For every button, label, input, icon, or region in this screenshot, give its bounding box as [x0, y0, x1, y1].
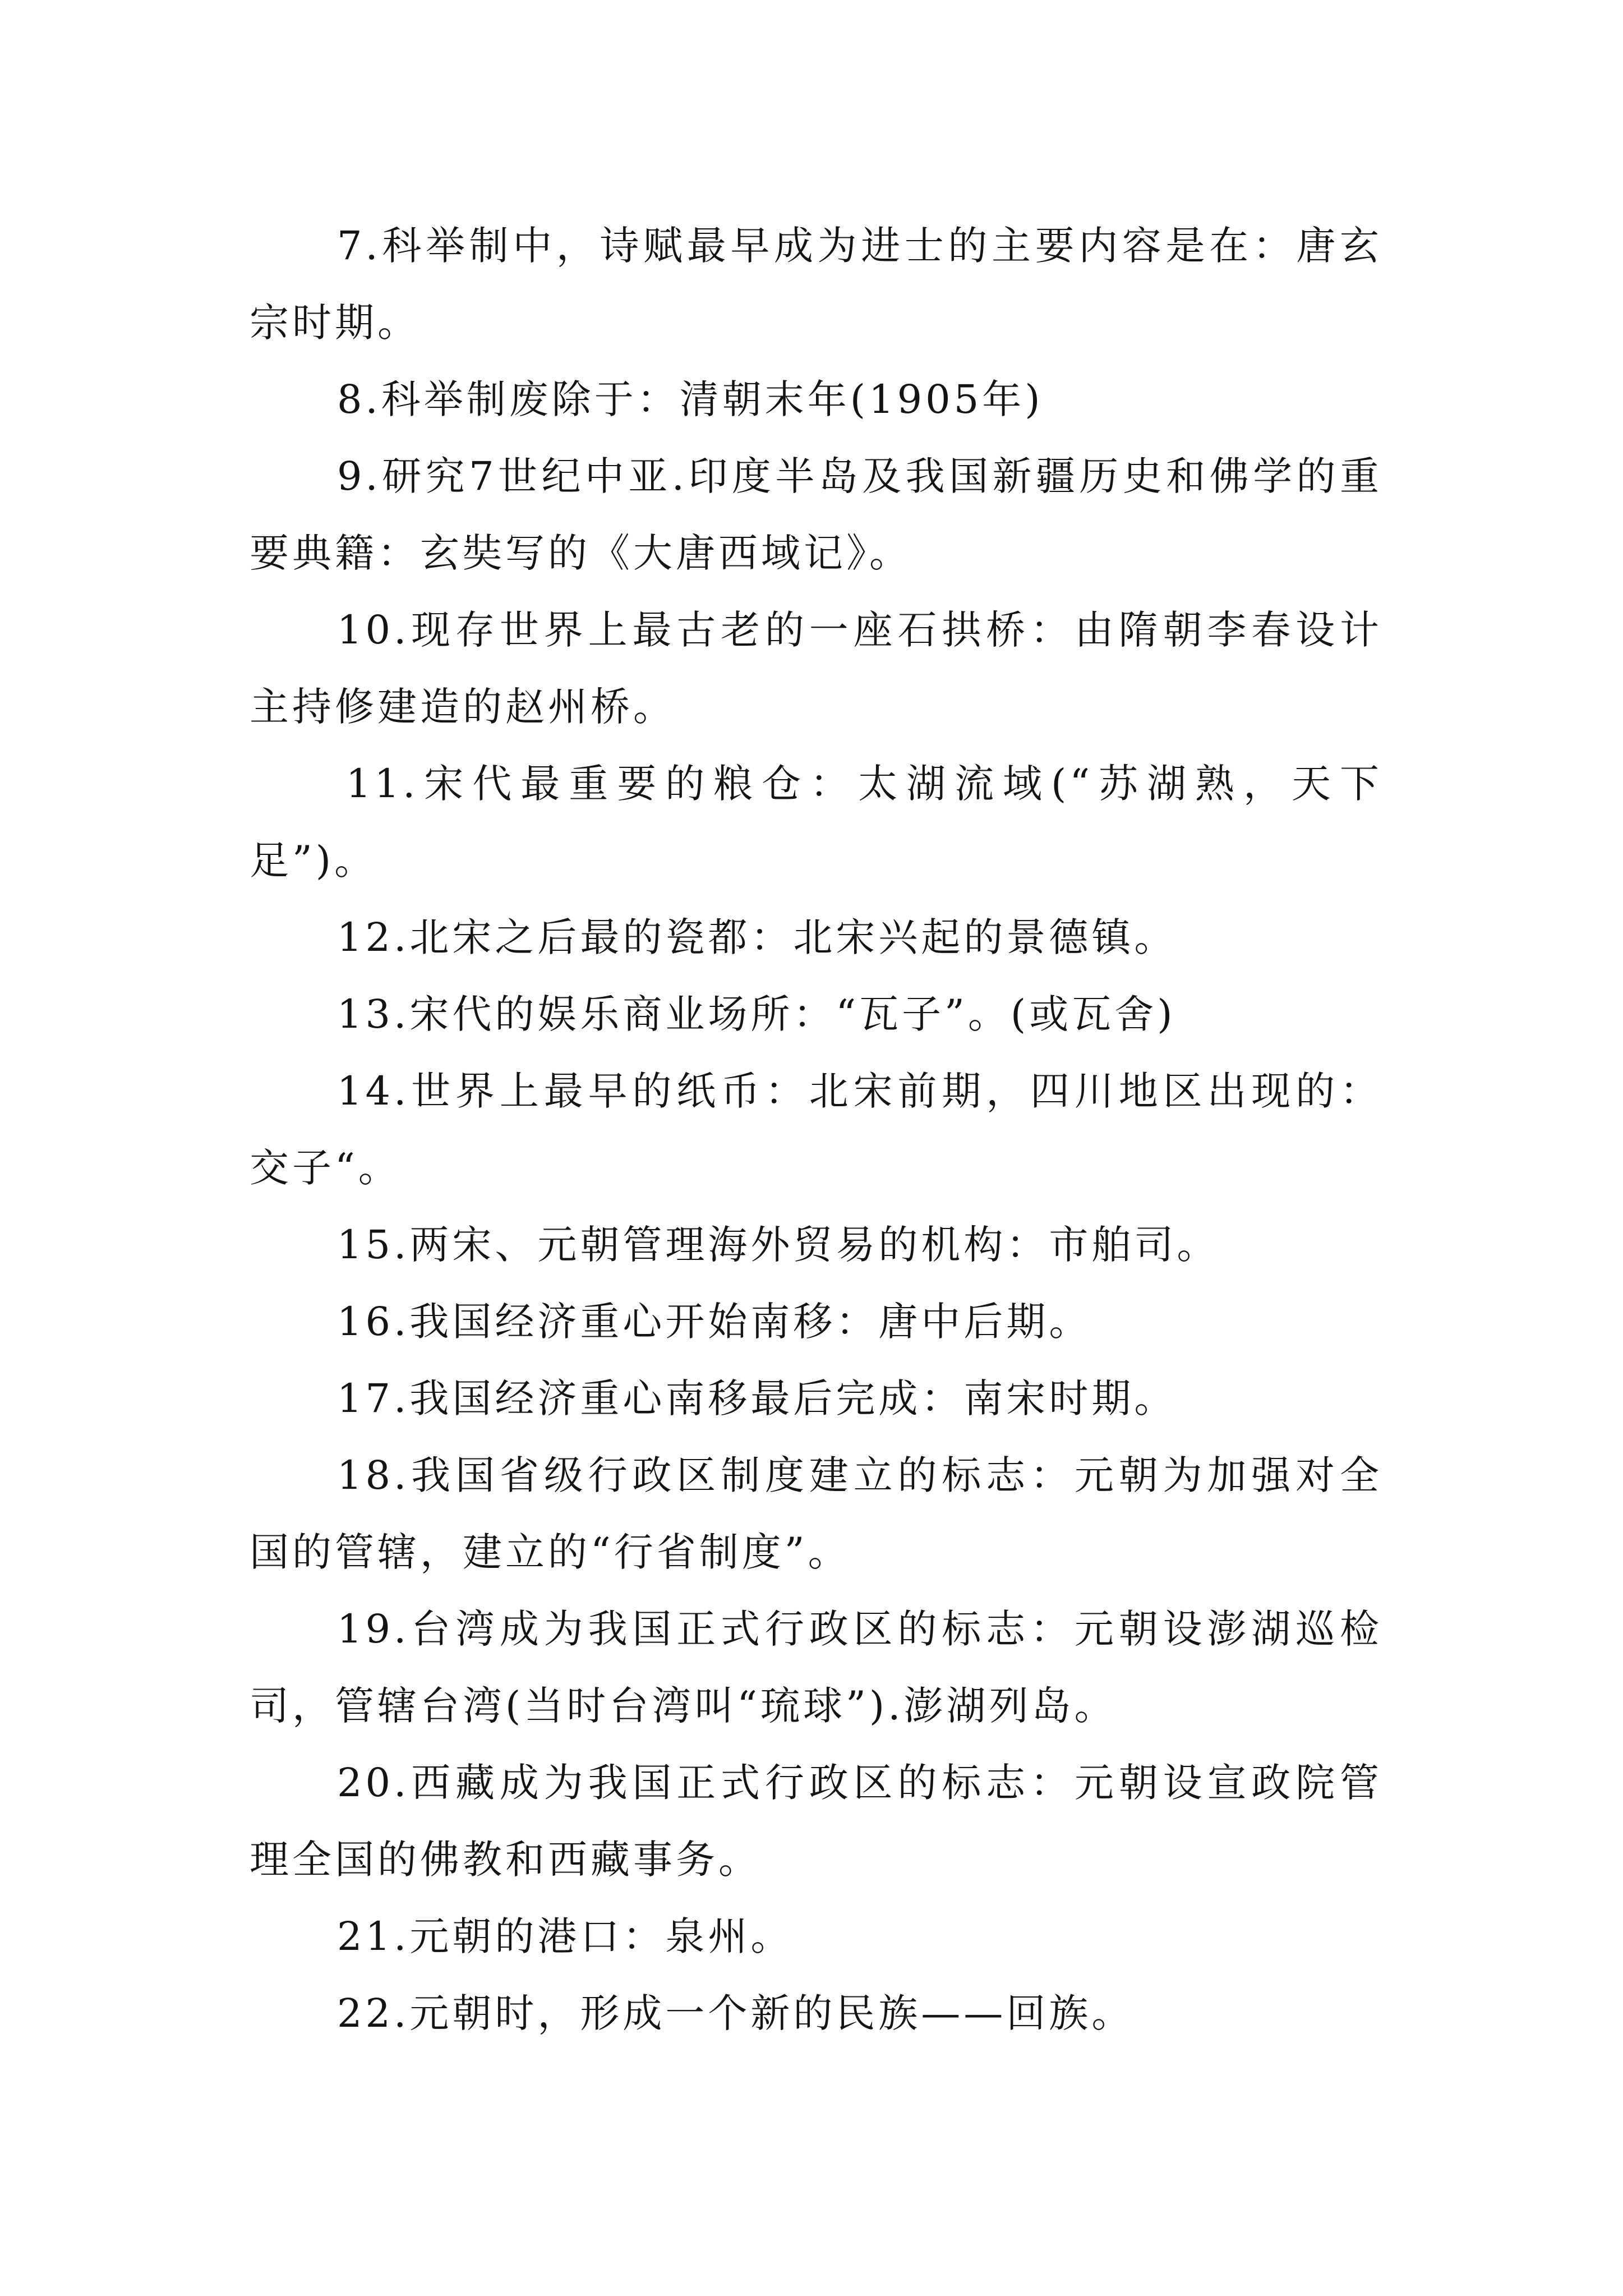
- paragraph-item-9: 9.研究7世纪中亚.印度半岛及我国新疆历史和佛学的重要典籍：玄奘写的《大唐西域记》。: [250, 453, 1382, 576]
- paragraph-item-18: 18.我国省级行政区制度建立的标志：元朝为加强对全国的管辖，建立的“行省制度”。: [250, 1452, 1382, 1575]
- paragraph-item-17: 17.我国经济重心南移最后完成：南宋时期。: [337, 1375, 1177, 1421]
- paragraph-item-8: 8.科举制废除于：清朝末年(1905年): [337, 376, 1044, 422]
- paragraph-item-15: 15.两宋、元朝管理海外贸易的机构：市舶司。: [337, 1222, 1220, 1268]
- paragraph-item-20: 20.西藏成为我国正式行政区的标志：元朝设宣政院管理全国的佛教和西藏事务。: [250, 1760, 1382, 1883]
- paragraph-item-12: 12.北宋之后最的瓷都：北宋兴起的景德镇。: [337, 914, 1177, 960]
- paragraph-item-11: 11.宋代最重要的粮仓：太湖流域(“苏湖熟，天下足”)。: [250, 761, 1382, 884]
- paragraph-item-14: 14.世界上最早的纸币：北宋前期，四川地区出现的：交子“。: [250, 1068, 1382, 1191]
- paragraph-item-21: 21.元朝的港口：泉州。: [337, 1913, 794, 1959]
- paragraph-item-19: 19.台湾成为我国正式行政区的标志：元朝设澎湖巡检司，管辖台湾(当时台湾叫“琉球”).澎湖列岛。: [250, 1606, 1382, 1729]
- document-body: [250, 208, 1382, 2052]
- paragraph-item-22: 22.元朝时，形成一个新的民族——回族。: [337, 1990, 1135, 2036]
- paragraph-item-16: 16.我国经济重心开始南移：唐中后期。: [337, 1299, 1092, 1345]
- paragraph-item-10: 10.现存世界上最古老的一座石拱桥：由隋朝李春设计主持修建造的赵州桥。: [250, 607, 1382, 730]
- paragraph-item-13: 13.宋代的娱乐商业场所：“瓦子”。(或瓦舍): [337, 991, 1176, 1037]
- paragraph-item-7: 7.科举制中，诗赋最早成为进士的主要内容是在：唐玄宗时期。: [250, 223, 1382, 346]
